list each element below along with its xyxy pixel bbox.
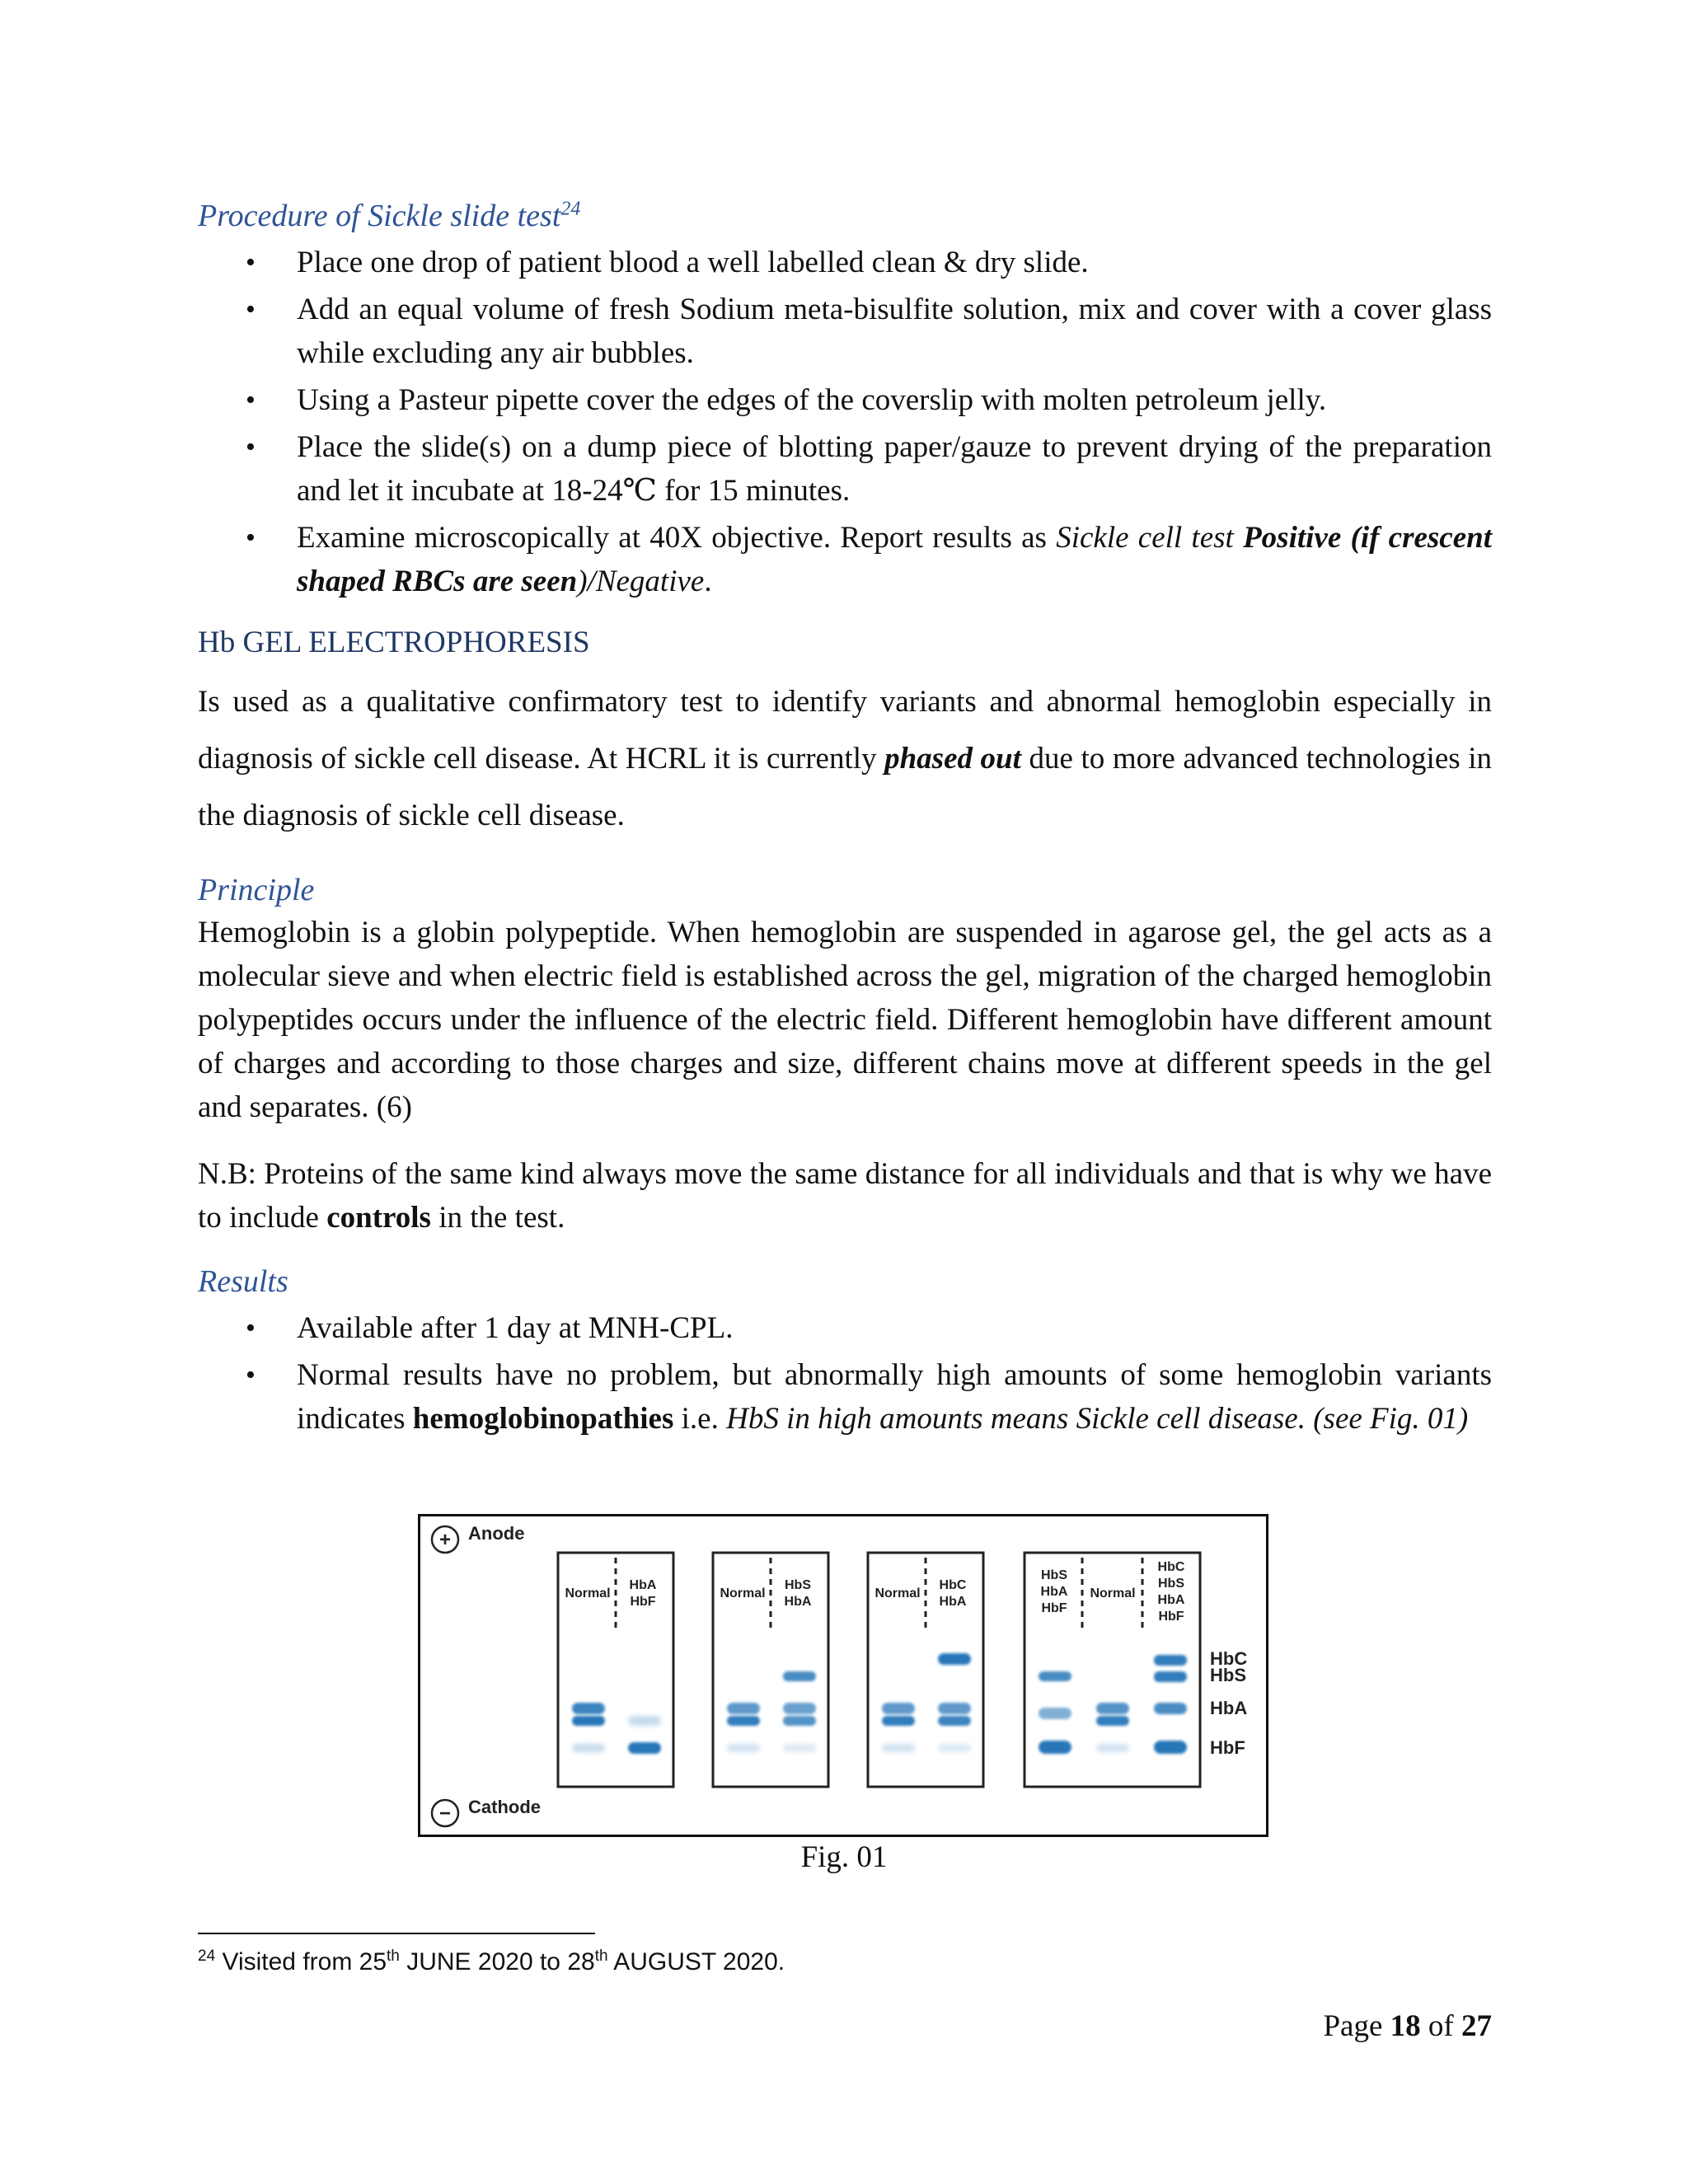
panel1-normal-label: Normal <box>565 1586 611 1601</box>
footnote-divider <box>198 1933 595 1934</box>
band-p2-l1-hba2 <box>727 1716 760 1726</box>
panel1-hbf-label: HbF <box>630 1595 656 1609</box>
footnote-ref-24[interactable]: 24 <box>560 198 581 220</box>
band-p4-l3-hba <box>1154 1703 1187 1714</box>
band-p4-l2-hba <box>1096 1703 1129 1714</box>
panel4-hbf-label: HbF <box>1041 1601 1067 1615</box>
panel4-right-hba-label: HbA <box>1157 1593 1185 1607</box>
panel4-right-hbf-label: HbF <box>1158 1610 1184 1624</box>
band-p3-l1-hba <box>882 1703 915 1714</box>
band-p4-l2-hbf <box>1096 1744 1129 1752</box>
panel4-normal-label: Normal <box>1090 1586 1136 1601</box>
plus-symbol: + <box>438 1529 452 1551</box>
gel-panel-1 <box>558 1553 673 1787</box>
footnote <box>198 1947 785 1976</box>
sickle-step-4: • Place the slide(s) on a dump piece of blotting paper/gauze to prevent drying of the preparation and let it incubate at 18-24℃ for 15 minutes. <box>198 425 1492 513</box>
hemoglobinopathies-text: hemoglobinopathies <box>412 1402 674 1436</box>
band-p2-l2-hbf <box>783 1744 816 1752</box>
result-item-1: • Available after 1 day at MNH-CPL. <box>198 1306 1492 1350</box>
footnote-sup-a: th <box>387 1947 400 1965</box>
step5-negative: )/Negative <box>577 565 705 598</box>
band-p1-l2-hbf <box>628 1742 661 1754</box>
result2-text-b: i.e. <box>673 1402 727 1436</box>
band-p3-l2-hbc <box>938 1653 971 1665</box>
footnote-text-a: Visited from 25 <box>215 1948 387 1975</box>
panel3-hbc-label: HbC <box>939 1578 967 1592</box>
sickle-procedure-list <box>198 241 1492 607</box>
electrophoresis-text-a: Is used as a qualitative confirmatory test to identify variants and abnormal hemoglobin especially in diagnosis of sickle cell disease. At HCRL it is currently <box>198 685 1492 776</box>
band-p4-l1-hbs <box>1039 1671 1071 1681</box>
panel4-right-hbs-label: HbS <box>1158 1577 1184 1591</box>
page-label: Page <box>1323 2009 1390 2043</box>
nb-text-b: in the test. <box>430 1201 565 1235</box>
gel-diagram <box>420 1516 1266 1835</box>
panel3-normal-label: Normal <box>874 1586 921 1601</box>
panel4-hbs-label: HbS <box>1041 1568 1067 1582</box>
side-label-hbc: HbC <box>1210 1648 1248 1669</box>
page-current: 18 <box>1390 2009 1421 2043</box>
sickle-step-1: • Place one drop of patient blood a well labelled clean & dry slide. <box>198 241 1492 284</box>
panel1-hba-label: HbA <box>629 1578 657 1592</box>
footnote-number: 24 <box>198 1947 216 1965</box>
results-list <box>198 1306 1492 1444</box>
cathode-label: Cathode <box>468 1797 541 1817</box>
band-p2-l1-hbf <box>727 1744 760 1752</box>
side-label-hba: HbA <box>1210 1698 1248 1718</box>
step5-text: Examine microscopically at 40X objective. Report results as <box>297 521 1057 555</box>
sickle-heading-text: Procedure of Sickle slide test <box>198 199 561 233</box>
result2-italic: HbS in high amounts means Sickle cell disease. (see Fig. 01) <box>726 1402 1469 1436</box>
electrophoresis-heading: Hb GEL ELECTROPHORESIS <box>198 626 590 659</box>
band-p4-l1-hba <box>1039 1708 1071 1719</box>
panel2-normal-label: Normal <box>720 1586 766 1601</box>
band-p1-l1-hba <box>572 1703 605 1714</box>
band-p3-l1-hbf <box>882 1744 915 1752</box>
band-p4-l3-hbc <box>1154 1655 1187 1666</box>
band-p3-l2-hba2 <box>938 1716 971 1726</box>
step5-italic: Sickle cell test <box>1056 521 1244 555</box>
gel-electrophoresis-figure <box>418 1514 1268 1837</box>
electrophoresis-paragraph <box>198 673 1492 844</box>
band-p4-l3-hbf <box>1154 1741 1187 1754</box>
footnote-sup-b: th <box>594 1947 608 1965</box>
step5-positive: Positive (if crescent shaped RBCs are seen <box>297 521 1493 598</box>
principle-heading: Principle <box>198 873 315 907</box>
band-p2-l1-hba <box>727 1703 760 1714</box>
band-p1-l1-hbf <box>572 1744 605 1752</box>
sickle-step-2: • Add an equal volume of fresh Sodium meta-bisulfite solution, mix and cover with a cover glass while excluding any air bubbles. <box>198 288 1492 375</box>
band-p4-l2-hba2 <box>1096 1716 1129 1726</box>
gel-panel-4 <box>1025 1553 1200 1787</box>
band-p2-l2-hba <box>783 1703 816 1714</box>
minus-symbol: − <box>438 1802 452 1825</box>
sickle-step-5 <box>198 516 1492 603</box>
figure-caption: Fig. 01 <box>800 1840 888 1874</box>
band-p3-l1-hba2 <box>882 1716 915 1726</box>
panel2-hbs-label: HbS <box>785 1578 811 1592</box>
gel-panel-3 <box>868 1553 983 1787</box>
band-p4-l3-hbs <box>1154 1671 1187 1682</box>
result-item-2 <box>198 1353 1492 1441</box>
side-label-hbf: HbF <box>1210 1737 1245 1758</box>
panel3-hba-label: HbA <box>939 1595 967 1609</box>
band-p2-l2-hbs <box>783 1671 816 1681</box>
band-p3-l2-hbf <box>938 1744 971 1752</box>
anode-label: Anode <box>468 1523 525 1544</box>
footnote-text-c: AUGUST 2020. <box>607 1948 785 1975</box>
band-p3-l2-hba <box>938 1703 971 1714</box>
band-p4-l1-hbf <box>1039 1741 1071 1754</box>
panel4-right-hbc-label: HbC <box>1157 1560 1185 1574</box>
sickle-procedure-heading <box>198 198 580 234</box>
nb-text-a: N.B: Proteins of the same kind always move the same distance for all individuals and that is why we have to include <box>198 1157 1492 1235</box>
band-p1-l2-hba <box>628 1716 661 1726</box>
panel2-hba-label: HbA <box>784 1595 812 1609</box>
side-label-hbs: HbS <box>1210 1665 1246 1685</box>
band-p2-l2-hba2 <box>783 1716 816 1726</box>
page-number <box>1323 2008 1492 2044</box>
band-p1-l1-hba2 <box>572 1716 605 1726</box>
controls-text: controls <box>326 1201 431 1235</box>
page-total: 27 <box>1461 2009 1492 2043</box>
principle-paragraph: Hemoglobin is a globin polypeptide. When hemoglobin are suspended in agarose gel, the gel acts as a molecular sieve and when electric field is established across the gel, migration of the charged hemoglobin polypeptides occurs under the influence of the electric field. Different hemoglobin have different amount of charges and according to those charges and size, different chains move at different speeds in the gel and separates. (6) <box>198 916 1492 1124</box>
page-of: of <box>1420 2009 1461 2043</box>
result2-text-a: Normal results have no problem, but abnormally high amounts of some hemoglobin variants indicates <box>297 1358 1492 1436</box>
gel-panel-2 <box>713 1553 828 1787</box>
nb-paragraph <box>198 1152 1492 1240</box>
footnote-text-b: JUNE 2020 to 28 <box>399 1948 595 1975</box>
step5-period: . <box>704 565 712 598</box>
phased-out-text: phased out <box>884 742 1021 776</box>
electrophoresis-text-b: due to more advanced technologies in the diagnosis of sickle cell disease. <box>198 742 1493 832</box>
sickle-step-3: • Using a Pasteur pipette cover the edges of the coverslip with molten petroleum jelly. <box>198 378 1492 422</box>
panel4-hba-label: HbA <box>1040 1585 1068 1599</box>
results-heading: Results <box>198 1264 288 1299</box>
